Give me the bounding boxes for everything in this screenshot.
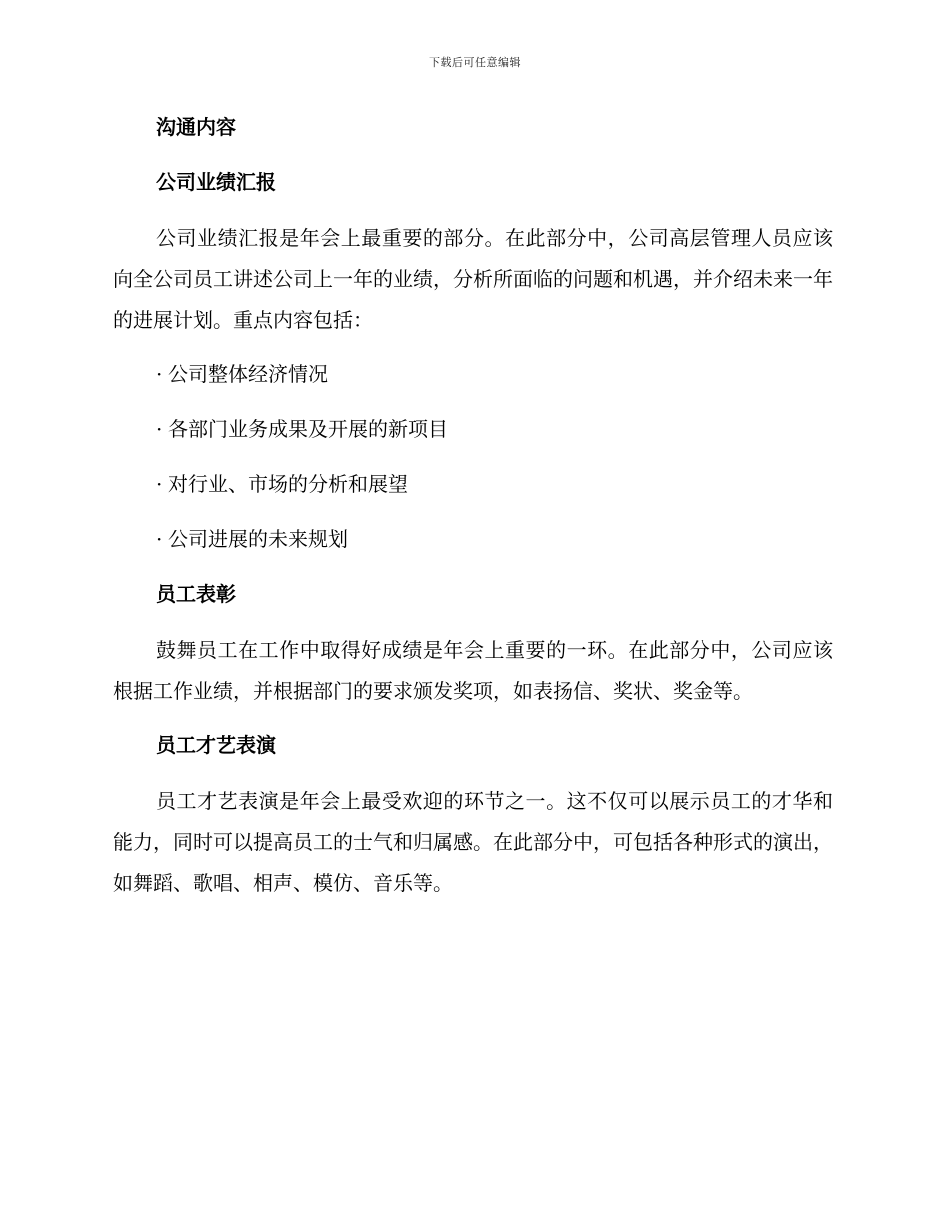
bullet-text: 公司整体经济情况 [168,362,328,386]
paragraph-talent-show: 员工才艺表演是年会上最受欢迎的环节之一。这不仅可以展示员工的才华和能力，同时可以提高员工的士气和归属感。在此部分中，可包括各种形式的演出，如舞蹈、歌唱、相声、模仿、音乐等。 [113,789,833,895]
bullet-marker: · [156,527,163,551]
bullet-text: 对行业、市场的分析和展望 [168,472,408,496]
page-header: 下载后可任意编辑 [429,56,521,69]
document-body [113,108,833,918]
bullet-item [113,465,833,503]
bullet-marker: · [156,472,163,496]
section-title: 沟通内容 [156,115,236,139]
bullet-marker: · [156,417,163,441]
paragraph-performance-report: 公司业绩汇报是年会上最重要的部分。在此部分中，公司高层管理人员应该向全公司员工讲述公司上一年的业绩，分析所面临的问题和机遇，并介绍未来一年的进展计划。重点内容包括： [113,226,833,332]
heading-performance-report: 公司业绩汇报 [156,170,276,194]
bullet-text: 各部门业务成果及开展的新项目 [168,417,448,441]
bullet-marker: · [156,362,163,386]
heading-employee-recognition: 员工表彰 [156,582,236,606]
paragraph-employee-recognition: 鼓舞员工在工作中取得好成绩是年会上重要的一环。在此部分中，公司应该根据工作业绩，并根据部门的要求颁发奖项，如表扬信、奖状、奖金等。 [113,638,833,703]
heading-talent-show: 员工才艺表演 [156,733,276,757]
bullet-item [113,520,833,558]
bullet-item [113,410,833,448]
bullet-item [113,355,833,393]
bullet-text: 公司进展的未来规划 [168,527,348,551]
